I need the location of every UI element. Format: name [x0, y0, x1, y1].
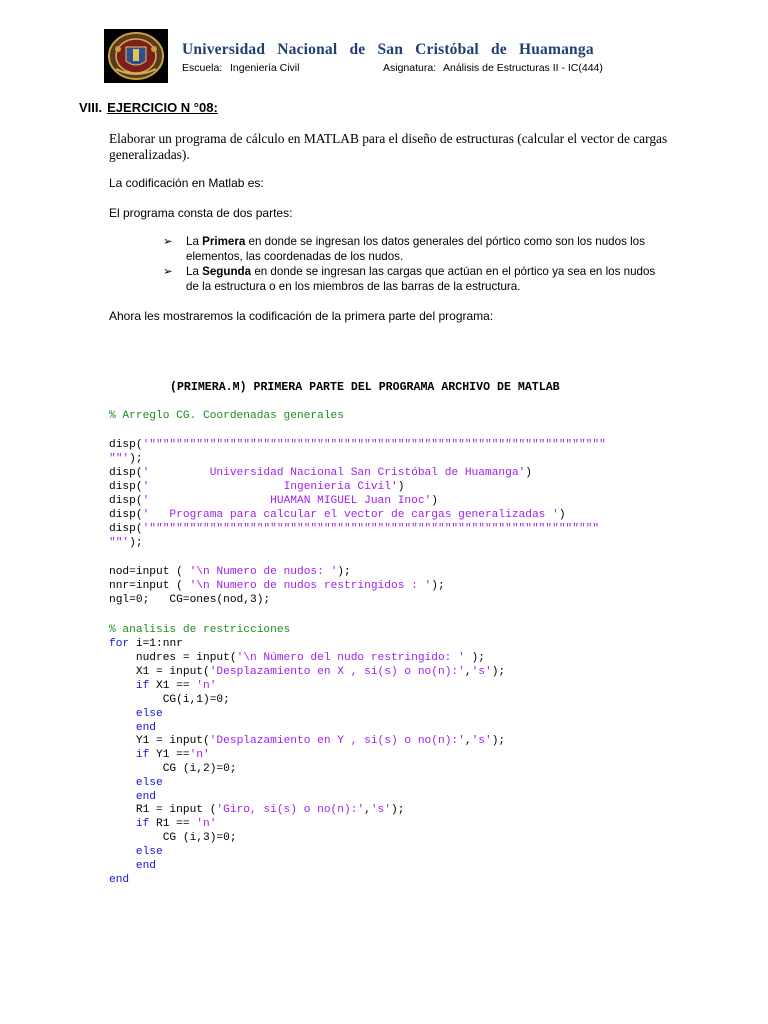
- university-logo: [104, 29, 168, 83]
- escuela-value: Ingeniería Civil: [230, 62, 300, 74]
- asignatura-label: Asignatura:: [383, 62, 437, 74]
- code-comment-restricciones: % analisis de restricciones: [109, 624, 291, 636]
- code-else: else: [135, 777, 163, 789]
- university-name: Universidad Nacional de San Cristóbal de Huamanga: [182, 41, 594, 58]
- paragraph-partes: El programa consta de dos partes:: [109, 206, 293, 220]
- code-ngl: ngl=0; CG=ones(nod,3);: [109, 594, 271, 606]
- code-y1: Y1 = input('Desplazamiento en Y , si(s) o no(n):','s');: [109, 735, 506, 747]
- code-block: [109, 410, 344, 424]
- bullet-text: La Segunda en donde se ingresan las cargas que actúan en el pórtico ya sea en los nudos de la estructura o en los miembros de las barras de la estructura.: [186, 265, 656, 293]
- code-r1: R1 = input ('Giro, si(s) o no(n):','s');: [109, 804, 405, 816]
- code-x1: X1 = input('Desplazamiento en X , si(s) o no(n):','s');: [109, 666, 506, 678]
- section-title: EJERCICIO N °08:: [107, 100, 218, 115]
- code-else: else: [135, 846, 163, 858]
- code-end: end: [135, 860, 157, 872]
- asignatura-value: Análisis de Estructuras II - IC(444): [443, 62, 603, 74]
- section-number: VIII.: [79, 100, 103, 115]
- code-disp-programa: disp(' Programa para calcular el vector de cargas generalizadas '): [109, 509, 566, 521]
- code-if-r1: if R1 == 'n': [135, 818, 217, 830]
- arrow-bullet-icon: ➢: [163, 265, 173, 278]
- escuela-label: Escuela:: [182, 62, 223, 74]
- document-header: [104, 29, 664, 85]
- code-disp-border-top: disp('"""""""""""""""""""""""""""""""""""""""""""""""""""""""""""""""""""" ""');: [109, 439, 606, 465]
- code-nod-input: nod=input ( '\n Numero de nudos: ');: [109, 566, 351, 578]
- paragraph-codificacion: La codificación en Matlab es:: [109, 176, 264, 190]
- code-disp-ingenieria: disp(' Ingenieria Civil'): [109, 481, 405, 493]
- code-cg2: CG (i,2)=0;: [109, 763, 237, 775]
- code-disp-university: disp(' Universidad Nacional San Cristóbal de Huamanga'): [109, 467, 532, 479]
- code-if-x1: if X1 == 'n': [135, 680, 217, 692]
- section-heading: [79, 100, 218, 115]
- code-for: for i=1:nnr: [109, 638, 183, 650]
- arrow-bullet-icon: ➢: [163, 235, 173, 248]
- bullet-text: La Primera en donde se ingresan los datos generales del pórtico como son los nudos los elementos, las coordenadas de los nudos.: [186, 235, 645, 263]
- code-else: else: [135, 708, 163, 720]
- code-end: end: [135, 722, 157, 734]
- code-disp-author: disp(' HUAMAN MIGUEL Juan Inoc'): [109, 495, 438, 507]
- code-title: (PRIMERA.M) PRIMERA PARTE DEL PROGRAMA ARCHIVO DE MATLAB: [170, 381, 560, 394]
- code-nnr-input: nnr=input ( '\n Numero de nudos restringidos : ');: [109, 580, 445, 592]
- code-end-for: end: [109, 874, 130, 886]
- code-cg1: CG(i,1)=0;: [109, 694, 230, 706]
- paragraph-intro: Elaborar un programa de cálculo en MATLAB para el diseño de estructuras (calcular el vector de cargas generalizadas).: [109, 131, 668, 162]
- code-comment: % Arreglo CG. Coordenadas generales: [109, 410, 344, 422]
- code-if-y1: if Y1 =='n': [135, 749, 210, 761]
- code-end: end: [135, 791, 157, 803]
- code-nudres: nudres = input('\n Número del nudo restringido: ' );: [109, 652, 485, 664]
- paragraph-ahora: Ahora les mostraremos la codificación de la primera parte del programa:: [109, 309, 494, 323]
- code-cg3: CG (i,3)=0;: [109, 832, 237, 844]
- code-disp-border-bottom: disp('""""""""""""""""""""""""""""""""""""""""""""""""""""""""""""""""""" ""');: [109, 523, 600, 549]
